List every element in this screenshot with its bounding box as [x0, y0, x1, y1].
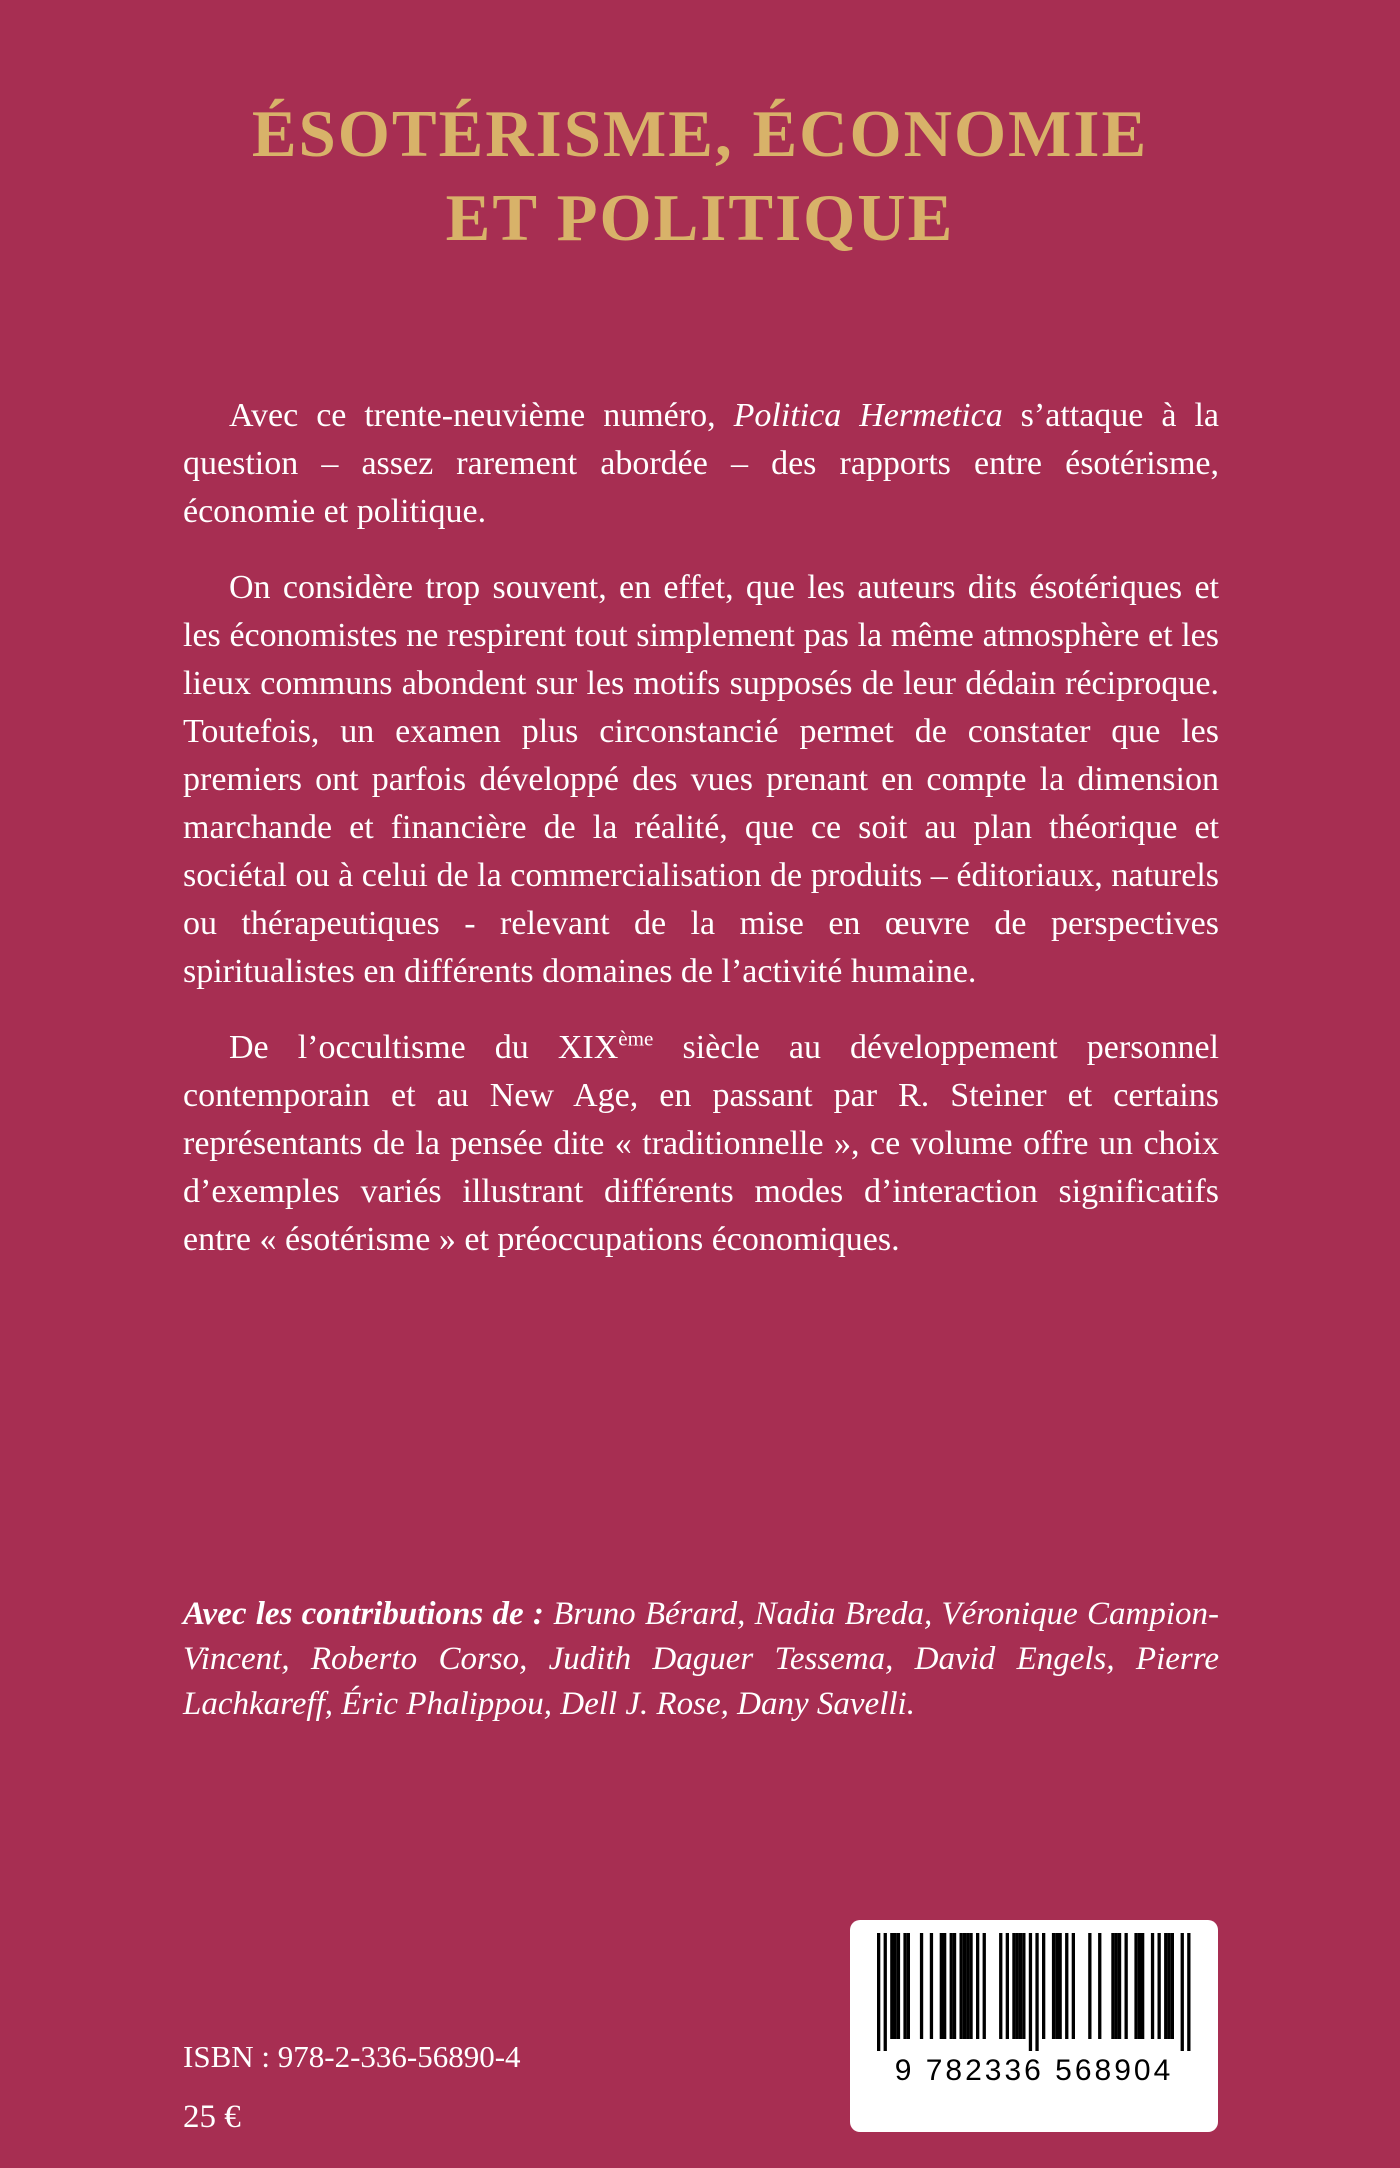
- contributors: [183, 1592, 1219, 1727]
- contributors-names: Bruno Bérard, Nadia Breda, Véronique Campion-Vincent, Roberto Corso, Judith Daguer Tessema, David Engels, Pierre Lachkareff, Éric Phalippou, Dell J. Rose, Dany Savelli.: [183, 1596, 1219, 1722]
- isbn: ISBN : 978-2-336-56890-4: [183, 2039, 521, 2074]
- paragraph-text: s’attaque à la question – assez rarement abordée – des rapports entre ésotérisme, économie et politique.: [183, 397, 1219, 530]
- paragraph-text: Avec ce trente-neuvième numéro,: [229, 397, 734, 434]
- blurb-paragraph-1: [183, 392, 1219, 536]
- blurb-paragraph-3: [183, 1024, 1219, 1264]
- barcode-number: 9 782336 568904: [894, 2054, 1174, 2087]
- paragraph-text: siècle au développement personnel contemporain et au New Age, en passant par R. Steiner et certains représentants de la pensée dite « traditionnelle », ce volume offre un choix d’exemples variés illustrant différents modes d’interaction significatifs entre « ésotérisme » et préoccupations économiques.: [183, 1029, 1219, 1258]
- journal-name: Politica Hermetica: [733, 397, 1003, 434]
- book-title: [0, 92, 1400, 260]
- book-title-line1: ÉSOTÉRISME, ÉCONOMIE: [251, 97, 1149, 171]
- isbn-block: [183, 2038, 521, 2136]
- ordinal-superscript: ème: [618, 1026, 654, 1051]
- blurb: [183, 392, 1219, 1292]
- barcode-bars: [877, 1933, 1191, 2051]
- paragraph-text: De l’occultisme du XIX: [229, 1029, 619, 1066]
- barcode: [850, 1920, 1218, 2132]
- price: 25 €: [183, 2099, 241, 2135]
- book-title-line2: ET POLITIQUE: [445, 181, 955, 255]
- blurb-paragraph-2: On considère trop souvent, en effet, que les auteurs dits ésotériques et les économistes ne respirent tout simplement pas la même atmosphère et les lieux communs abondent sur les motifs supposés de leur dédain réciproque. Toutefois, un examen plus circonstancié permet de constater que les premiers ont parfois développé des vues prenant en compte la dimension marchande et financière de la réalité, que ce soit au plan théorique et sociétal ou à celui de la commercialisation de produits – éditoriaux, naturels ou thérapeutiques - relevant de la mise en œuvre de perspectives spiritualistes en différents domaines de l’activité humaine.: [183, 569, 1219, 990]
- contributors-label: Avec les contributions de :: [183, 1596, 554, 1632]
